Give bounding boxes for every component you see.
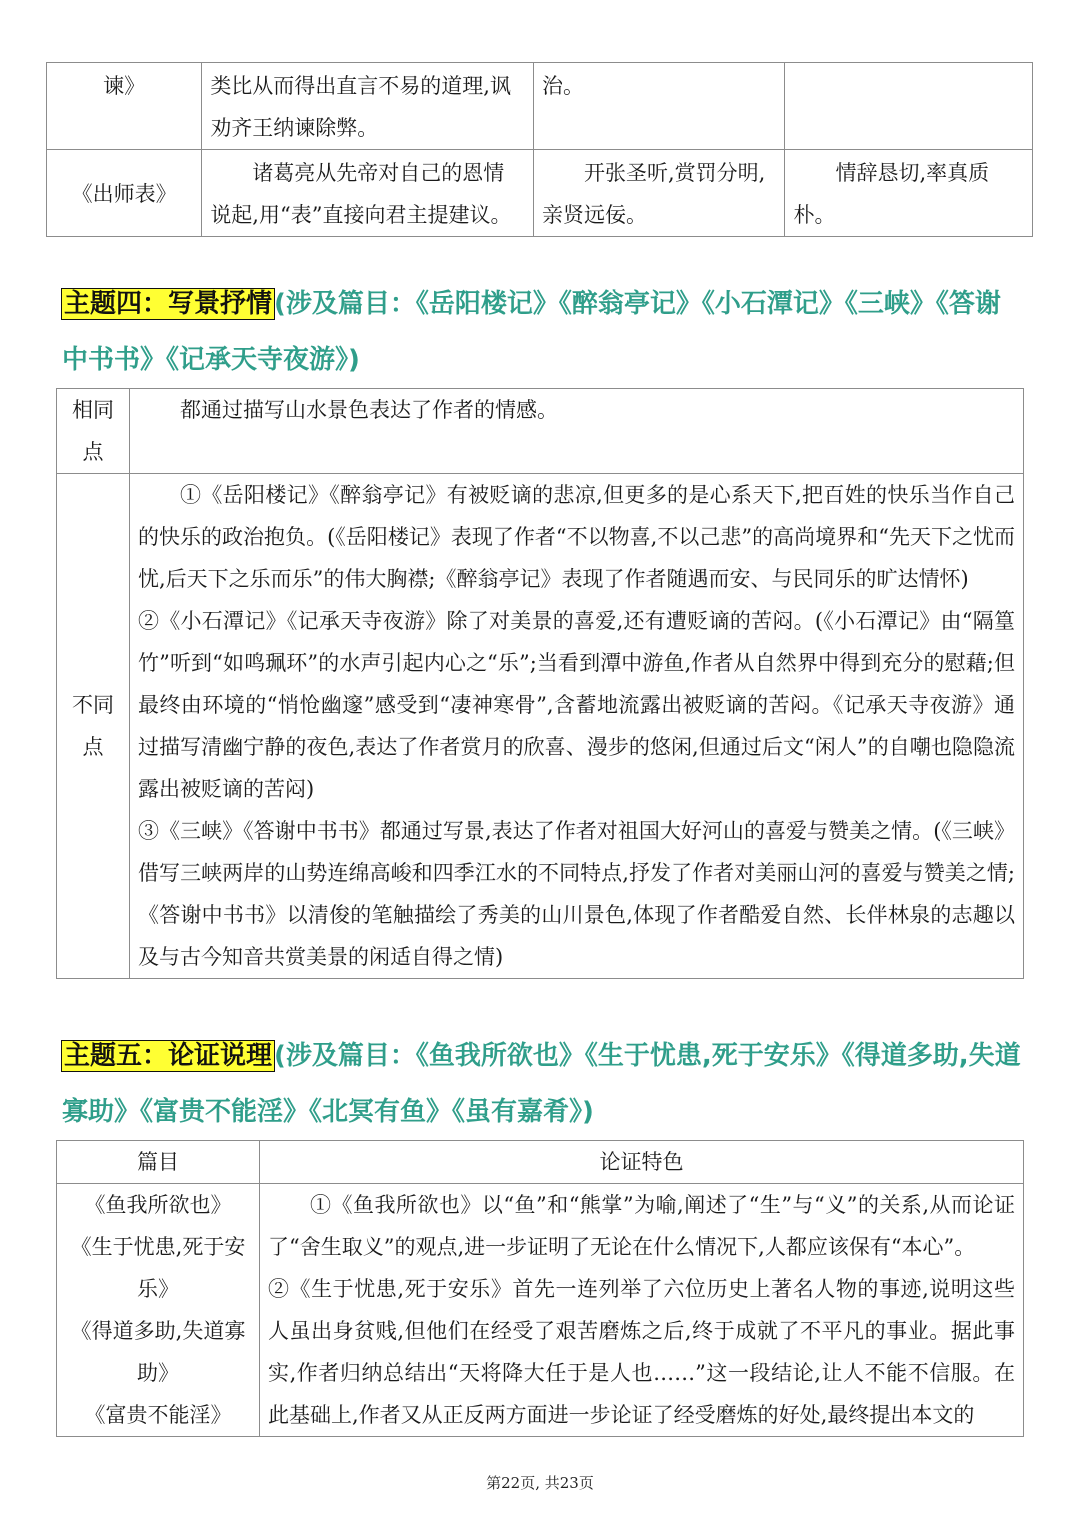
cell-content: 开张圣听,赏罚分明,亲贤远佞。: [533, 150, 785, 237]
diff-label: 不同点: [57, 474, 130, 979]
diff-paragraph-2: ②《小石潭记》《记承天寺夜游》除了对美景的喜爱,还有遭贬谪的苦闷。(《小石潭记》由“隔篁竹”听到“如鸣珮环”的水声引起内心之“乐”;当看到潭中游鱼,作者从自然界中得到充分的慰藉;但最终由环境的“悄怆幽邃”感受到“凄神寒骨”,含蓄地流露出被贬谪的苦闷。《记承天寺夜游》通过描写清幽宁静的夜色,表达了作者赏月的欣喜、漫步的悠闲,但通过后文“闲人”的自嘲也隐隐流露出被贬谪的苦闷): [138, 609, 1015, 801]
same-label: 相同点: [57, 389, 130, 474]
table-row: [47, 150, 1033, 237]
table-row: [57, 474, 1024, 979]
argument-text: [260, 1184, 1024, 1437]
table-theme5: [56, 1140, 1024, 1437]
diff-paragraph-1: ①《岳阳楼记》《醉翁亭记》有被贬谪的悲凉,但更多的是心系天下,把百姓的快乐当作自己的快乐的政治抱负。(《岳阳楼记》表现了作者“不以物喜,不以己悲”的高尚境界和“先天下之忧而忧,后天下之乐而乐”的伟大胸襟;《醉翁亭记》表现了作者随遇而安、与民同乐的旷达情怀): [138, 483, 1015, 591]
cell-title: 《出师表》: [47, 150, 202, 237]
table-comparison-top: [46, 62, 1033, 237]
theme4-heading: [62, 276, 1022, 388]
argument-paragraph-1: ①《鱼我所欲也》以“鱼”和“熊掌”为喻,阐述了“生”与“义”的关系,从而论证了“舍生取义”的观点,进一步证明了无论在什么情况下,人都应该保有“本心”。: [268, 1193, 1015, 1259]
theme5-articles: (涉及篇目：《鱼我所欲也》《生于忧患,死于安乐》《得道多助,失道寡助》《富贵不能淫》《北冥有鱼》《虽有嘉肴》): [62, 1041, 1021, 1127]
cell-content: 治。: [533, 63, 785, 150]
cell-reason: 类比从而得出直言不易的道理,讽劝齐王纳谏除弊。: [202, 63, 534, 150]
table-row: [57, 1141, 1024, 1184]
diff-text: [130, 474, 1024, 979]
cell-style: [785, 63, 1033, 150]
col-header-titles: 篇目: [57, 1141, 260, 1184]
col-header-features: 论证特色: [260, 1141, 1024, 1184]
cell-title: 谏》: [47, 63, 202, 150]
diff-paragraph-3: ③《三峡》《答谢中书书》都通过写景,表达了作者对祖国大好河山的喜爱与赞美之情。(《三峡》借写三峡两岸的山势连绵高峻和四季江水的不同特点,抒发了作者对美丽山河的喜爱与赞美之情;《答谢中书书》以清俊的笔触描绘了秀美的山川景色,体现了作者酷爱自然、长伴林泉的志趣以及与古今知音共赏美景的闲适自得之情): [138, 819, 1015, 969]
article-title: 《生于忧患,死于安乐》: [70, 1235, 246, 1301]
theme4-label: 主题四：写景抒情: [64, 289, 273, 319]
theme5-label: 主题五：论证说理: [64, 1041, 273, 1071]
article-title: 《鱼我所欲也》: [84, 1193, 232, 1217]
table-row: [47, 63, 1033, 150]
table-row: [57, 1184, 1024, 1437]
argument-paragraph-2: ②《生于忧患,死于安乐》首先一连列举了六位历史上著名人物的事迹,说明这些人虽出身贫贱,但他们在经受了艰苦磨炼之后,终于成就了不平凡的事业。据此事实,作者归纳总结出“天将降大任于是人也……”这一段结论,让人不能不信服。在此基础上,作者又从正反两方面进一步论证了经受磨炼的好处,最终提出本文的: [268, 1277, 1015, 1427]
theme5-heading: [62, 1028, 1022, 1140]
article-title: 《得道多助,失道寡助》: [70, 1319, 246, 1385]
theme4-articles: (涉及篇目：《岳阳楼记》《醉翁亭记》《小石潭记》《三峡》《答谢中书书》《记承天寺夜游》): [62, 289, 1001, 375]
cell-reason: 诸葛亮从先帝对自己的恩情说起,用“表”直接向君主提建议。: [202, 150, 534, 237]
table-row: [57, 389, 1024, 474]
table-theme4: [56, 388, 1024, 979]
same-text: 都通过描写山水景色表达了作者的情感。: [130, 389, 1024, 474]
cell-style: 情辞恳切,率真质朴。: [785, 150, 1033, 237]
article-title: 《富贵不能淫》: [84, 1403, 232, 1427]
article-titles: [57, 1184, 260, 1437]
page-footer: 第22页, 共23页: [486, 1474, 594, 1492]
